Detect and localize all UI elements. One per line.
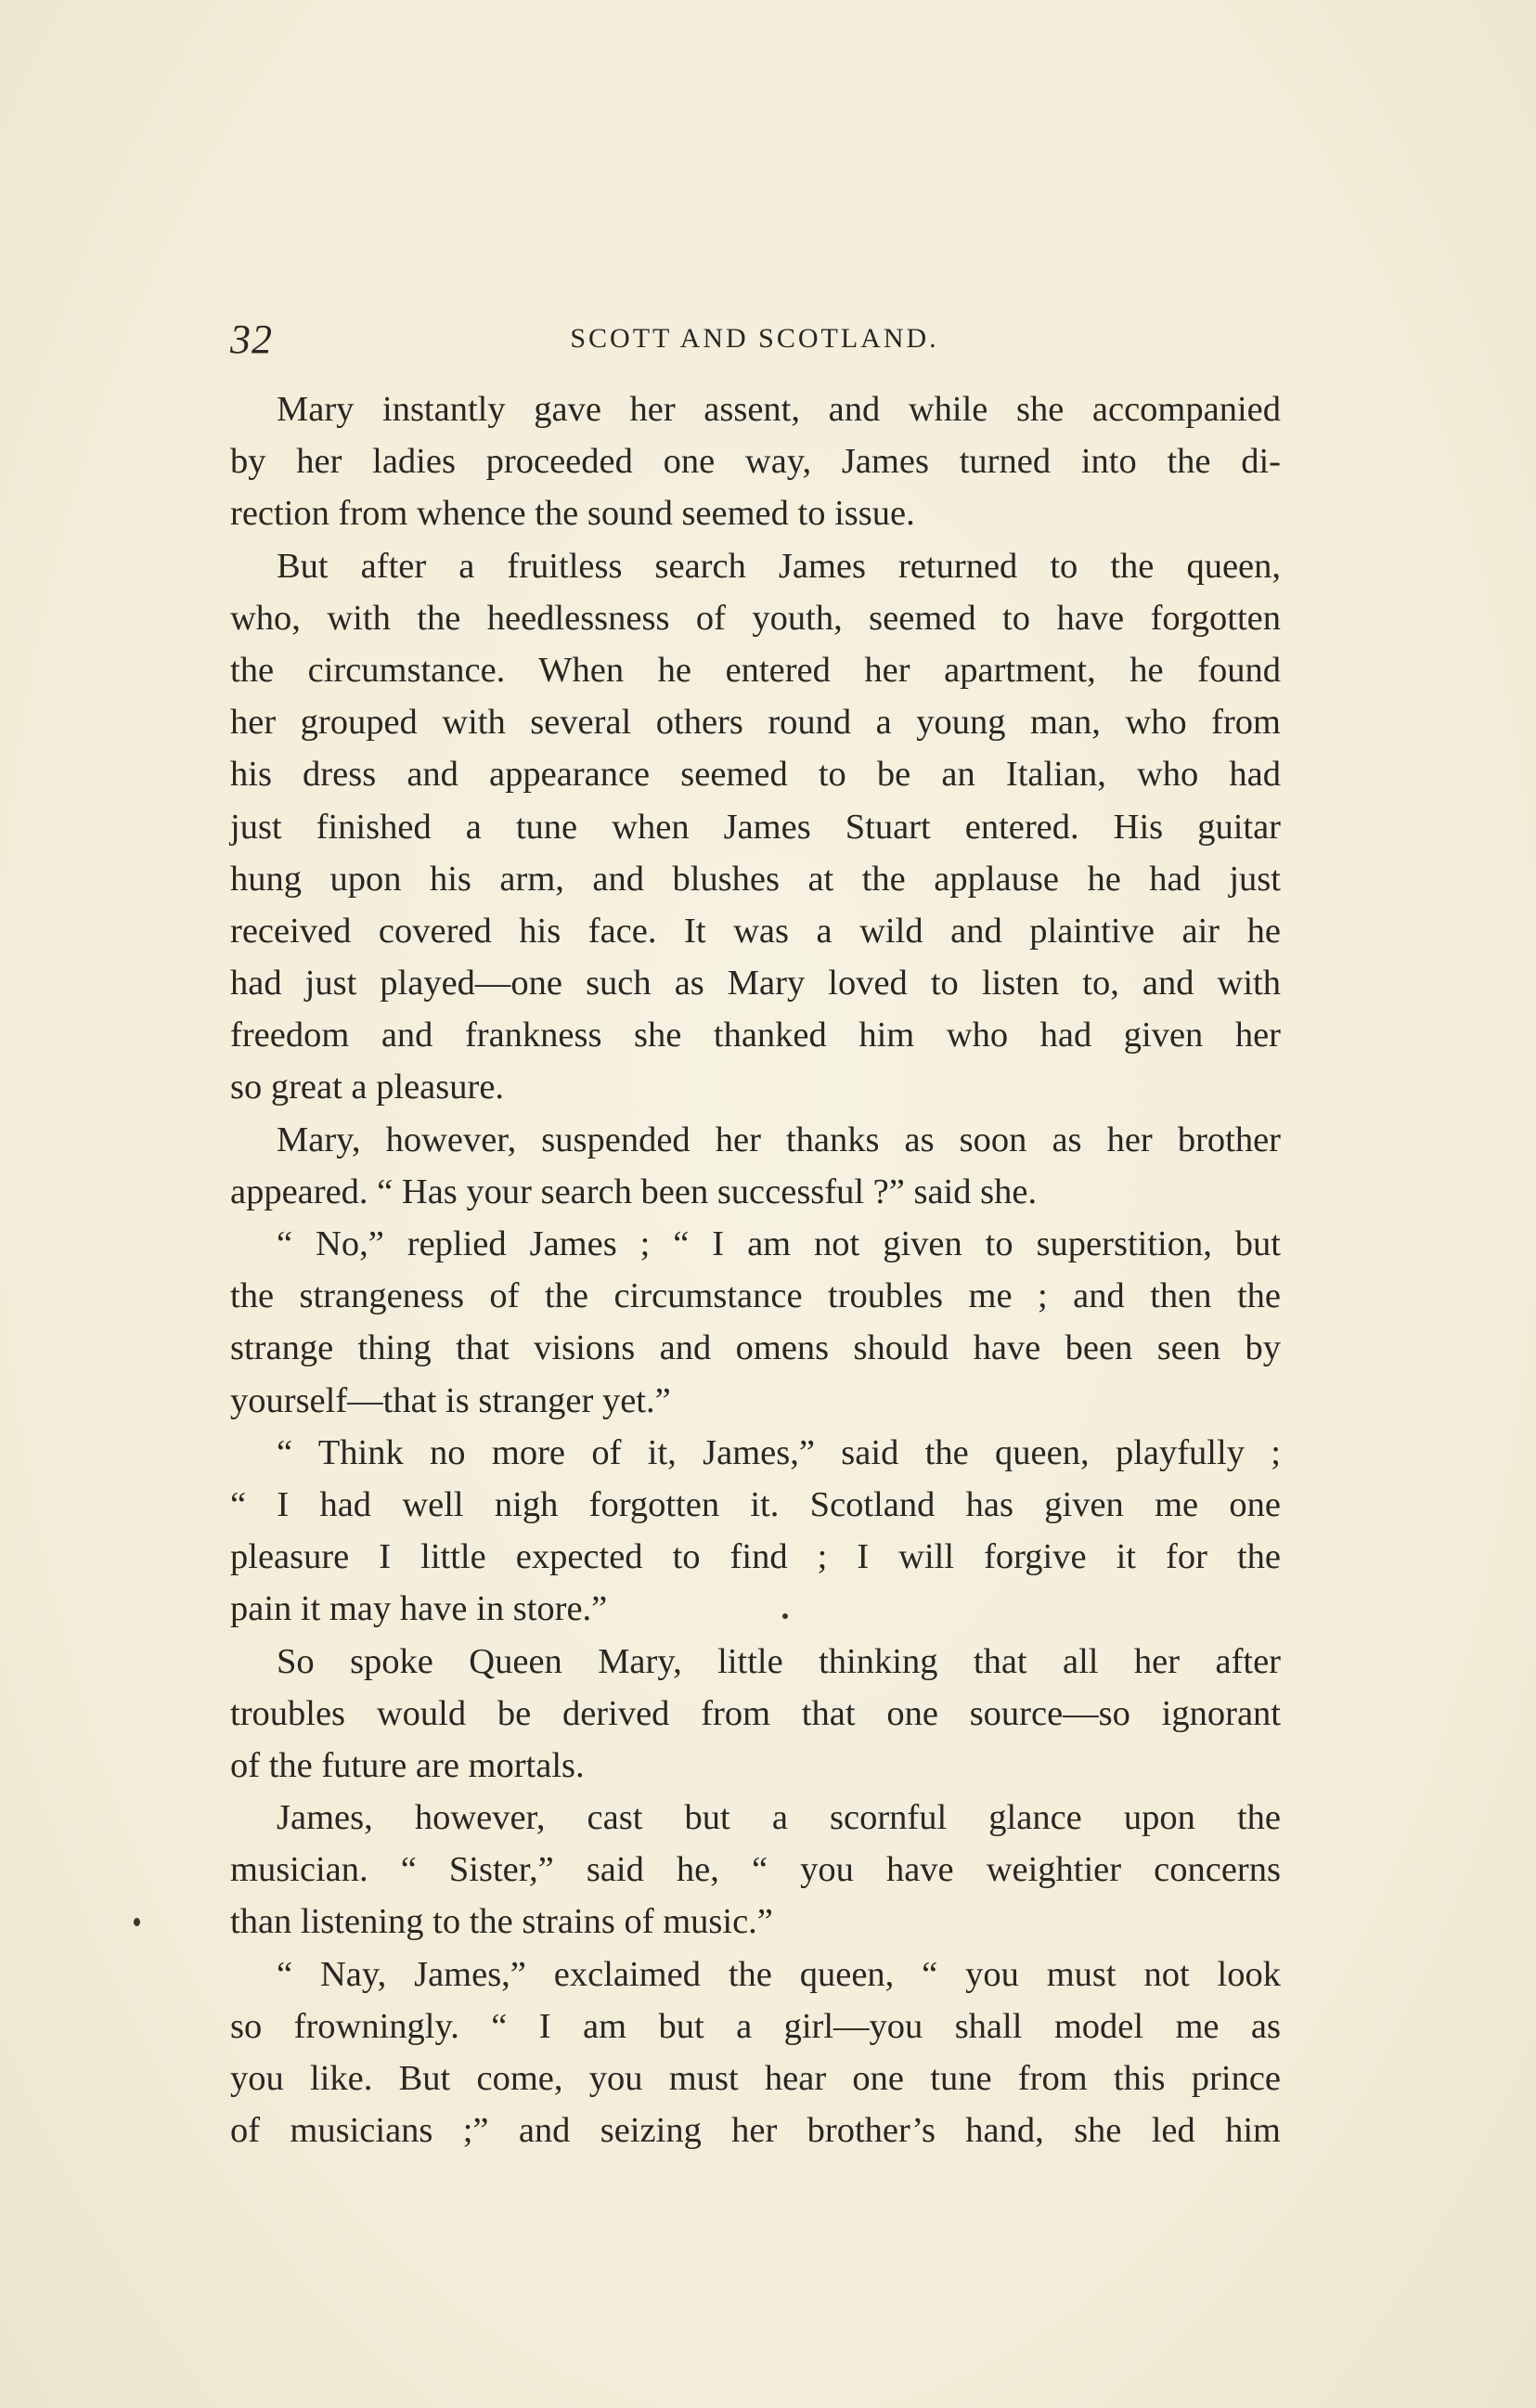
text-line: But after a fruitless search James returned to the queen,	[277, 546, 1281, 586]
text-line: just finished a tune when James Stuart entered. His guitar	[230, 807, 1281, 847]
text-line: strange thing that visions and omens should have been seen by	[230, 1328, 1281, 1368]
text-line: her grouped with several others round a young man, who from	[230, 703, 1281, 743]
text-line: yourself—that is stranger yet.”	[230, 1380, 671, 1420]
page-number: 32	[230, 317, 273, 362]
text-line: James, however, cast but a scornful glance upon the	[277, 1798, 1281, 1838]
text-line: rection from whence the sound seemed to issue.	[230, 494, 915, 534]
text-line: hung upon his arm, and blushes at the applause he had just	[230, 859, 1281, 899]
text-line: pleasure I little expected to find ; I will forgive it for the	[230, 1537, 1281, 1577]
text-line: “ I had well nigh forgotten it. Scotland has given me one	[230, 1484, 1281, 1524]
text-line: by her ladies proceeded one way, James turned into the di-	[230, 442, 1281, 482]
text-line: had just played—one such as Mary loved to listen to, and with	[230, 964, 1281, 1003]
text-line: than listening to the strains of music.”	[230, 1902, 773, 1942]
text-line: pain it may have in store.”	[230, 1589, 608, 1629]
text-line: the circumstance. When he entered her apartment, he found	[230, 650, 1281, 690]
running-head: SCOTT AND SCOTLAND.	[570, 323, 939, 354]
page-header	[230, 316, 1279, 371]
text-line: so great a pleasure.	[230, 1068, 505, 1107]
text-line: Mary instantly gave her assent, and while she accompanied	[277, 390, 1281, 429]
text-line: troubles would be derived from that one source—so ignorant	[230, 1693, 1281, 1733]
ink-speck	[782, 1613, 788, 1619]
text-line: “ Nay, James,” exclaimed the queen, “ you must not look	[277, 1954, 1281, 1994]
text-line: his dress and appearance seemed to be an Italian, who had	[230, 755, 1281, 795]
body-text	[230, 383, 1281, 2156]
text-line: the strangeness of the circumstance troubles me ; and then the	[230, 1276, 1281, 1316]
text-line: so frowningly. “ I am but a girl—you shall model me as	[230, 2006, 1281, 2046]
text-line: musician. “ Sister,” said he, “ you have weightier concerns	[230, 1850, 1281, 1890]
text-line: appeared. “ Has your search been successful ?” said she.	[230, 1172, 1038, 1211]
text-line: of the future are mortals.	[230, 1745, 585, 1785]
text-line: who, with the heedlessness of youth, seemed to have forgotten	[230, 598, 1281, 638]
text-line: freedom and frankness she thanked him who had given her	[230, 1016, 1281, 1055]
text-line: received covered his face. It was a wild and plaintive air he	[230, 911, 1281, 951]
text-line: So spoke Queen Mary, little thinking that all her after	[277, 1641, 1281, 1681]
text-line: Mary, however, suspended her thanks as soon as her brother	[277, 1120, 1281, 1159]
ink-speck	[134, 1918, 140, 1926]
text-line: “ Think no more of it, James,” said the queen, playfully ;	[277, 1432, 1281, 1472]
text-line: “ No,” replied James ; “ I am not given to superstition, but	[277, 1224, 1281, 1263]
text-line: you like. But come, you must hear one tune from this prince	[230, 2059, 1281, 2098]
text-line: of musicians ;” and seizing her brother’s hand, she led him	[230, 2111, 1281, 2151]
